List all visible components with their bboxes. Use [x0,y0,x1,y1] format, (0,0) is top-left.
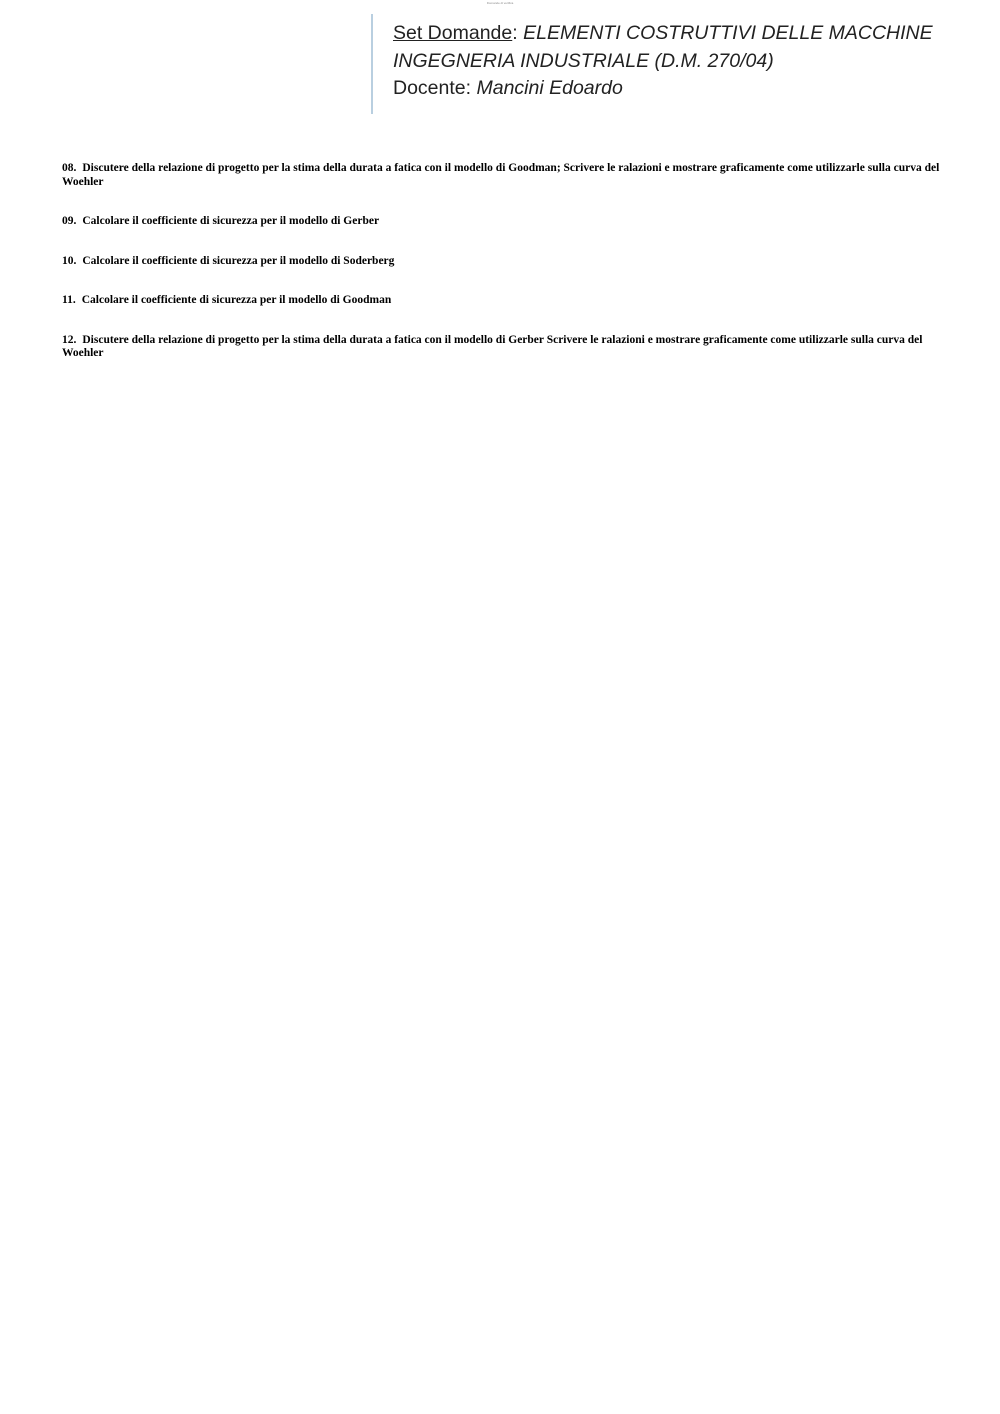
question-text: Calcolare il coefficiente di sicurezza per il modello di Gerber [82,215,380,227]
question-item [62,215,942,229]
document-header [371,14,951,114]
question-item [62,334,942,361]
question-number: 08. [62,162,77,174]
question-text: Discutere della relazione di progetto per la stima della durata a fatica con il modello di Gerber Scrivere le ralazioni e mostrare graficamente come utilizzarle sulla curva del Woehler [62,333,923,359]
page-top-mark: Domande di verifica [486,1,514,5]
teacher-label: Docente: [393,77,472,99]
question-item [62,162,942,189]
question-text: Calcolare il coefficiente di sicurezza per il modello di Goodman [81,294,392,306]
question-number: 12. [62,333,77,346]
course-title: ELEMENTI COSTRUTTIVI DELLE MACCHINE [523,22,933,44]
question-list [62,162,942,387]
set-label-colon: : [512,22,518,44]
header-course-line-2: INGEGNERIA INDUSTRIALE (D.M. 270/04) [393,49,774,72]
header-course-line-1 [393,20,951,48]
question-item [62,294,942,308]
question-text: Discutere della relazione di progetto per la stima della durata a fatica con il modello di Goodman; Scrivere le ralazioni e mostrare graficamente come utilizzarle sulla curva del Woehler [62,162,940,188]
question-item [62,255,942,269]
question-number: 11. [62,294,76,306]
question-number: 09. [62,215,77,227]
question-number: 10. [62,254,77,267]
question-text: Calcolare il coefficiente di sicurezza per il modello di Soderberg [82,254,395,267]
teacher-name: Mancini Edoardo [476,77,623,99]
header-teacher-line [393,75,951,103]
set-label: Set Domande [393,22,513,44]
